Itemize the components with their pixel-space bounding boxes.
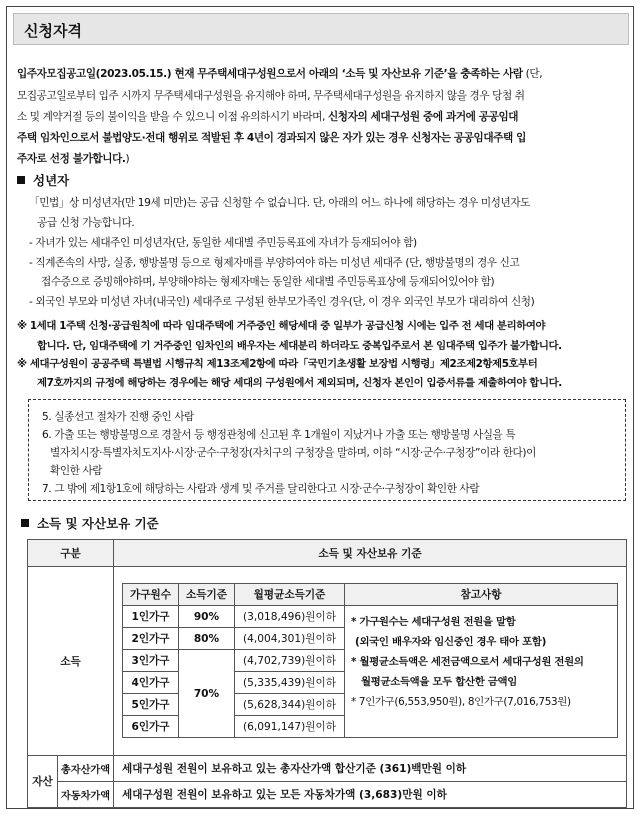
dashed-line: 7. 그 밖에 제1항1호에 해당하는 사람과 생계 및 주거를 달리한다고 시장·군수·구청장이 확인한 사람: [42, 483, 480, 495]
minor-line: 「민법」상 미성년자(만 19세 미만)는 공급 신청할 수 없습니다. 단, 아래의 어느 하나에 해당하는 경우 미성년자도: [29, 197, 531, 209]
intro-bold-5: 주자로 선정 불가합니다.: [17, 153, 126, 165]
amount-cell: (4,702,739)원이하: [235, 650, 345, 672]
minor-line: - 자녀가 있는 세대주인 미성년자(단, 동일한 세대별 주민등록표에 자녀가 등재되어야 함): [29, 237, 417, 249]
income-cell: [114, 567, 627, 756]
remark-line: * 가구원수는 세대구성원 전원을 말함: [351, 616, 516, 628]
inner-header: 소득기준: [179, 584, 235, 606]
remark-line: * 월평균소득액은 세전금액으로서 세대구성원 전원의: [351, 656, 584, 668]
amount-cell: (5,628,344)원이하: [235, 694, 345, 716]
amount-cell: (5,335,439)원이하: [235, 672, 345, 694]
members-cell: 4인가구: [123, 672, 179, 694]
minor-line: 접수증으로 증빙해야하며, 부양해야하는 형제자매는 동일한 세대별 주민등록표상에 등재되어있어야 함): [41, 276, 495, 288]
dashed-line: 5. 실종선고 절차가 진행 중인 사람: [42, 411, 194, 423]
minor-heading: [17, 171, 69, 189]
asset-desc-cell: 세대구성원 전원이 보유하고 있는 총자산가액 합산기준 (361)백만원 이하: [114, 756, 627, 782]
ratio-cell: 80%: [179, 628, 235, 650]
income-table: [122, 583, 618, 738]
members-cell: 3인가구: [123, 650, 179, 672]
intro-plain-3: 소 및 계약거절 등의 불이익을 받을 수 있으니 이점 유의하시기 바라며,: [17, 111, 328, 123]
note-line: ※ 세대구성원이 공공주택 특별법 시행규칙 제13조제2항에 따라「국민기초생활 보장법 시행령」제2조제2항제5호부터: [17, 358, 538, 370]
table-row: [123, 606, 618, 628]
criteria-table: [27, 539, 627, 808]
col-header-criteria: 소득 및 자산보유 기준: [114, 540, 627, 567]
income-label: 소득: [28, 567, 114, 756]
table-row: [28, 756, 627, 782]
square-bullet-icon: [21, 519, 29, 527]
col-header-category: 구분: [28, 540, 114, 567]
intro-line-1: [17, 64, 542, 84]
ratio-cell: 70%: [179, 650, 235, 738]
minor-line: - 외국인 부모와 미성년 자녀(내국인) 세대주로 구성된 한부모가족인 경우(단, 이 경우 외국인 부모가 대리하여 신청): [29, 296, 535, 308]
amount-cell: (4,004,301)원이하: [235, 628, 345, 650]
intro-plain-1: (단,: [522, 68, 543, 80]
remarks-cell: [345, 606, 618, 738]
asset-name-cell: 자동차가액: [58, 782, 114, 808]
section-title: 신청자격: [24, 22, 82, 40]
note-line: 제7호까지의 규정에 해당하는 경우에는 해당 세대의 구성원에서 제외되며, 신청자 본인이 입증서류를 제출하여야 합니다.: [37, 377, 562, 389]
dashed-note-box: [28, 399, 626, 501]
inner-header: 가구원수: [123, 584, 179, 606]
intro-line-4: 주택 임차인으로서 불법양도·전대 행위로 적발된 후 4년이 경과되지 않은 자가 있는 경우 신청자는 공공임대주택 입: [17, 132, 526, 144]
intro-line-5: [17, 149, 129, 169]
remark-line: * 7인가구(6,553,950원), 8인가구(7,016,753원): [351, 696, 571, 708]
ratio-cell: 90%: [179, 606, 235, 628]
minor-line: - 직계존속의 사망, 실종, 행방불명 등으로 형제자매를 부양하여야 하는 미성년 세대주 (단, 행방불명의 경우 신고: [29, 257, 520, 269]
minor-line: 공급 신청 가능합니다.: [37, 217, 135, 229]
asset-desc-cell: 세대구성원 전원이 보유하고 있는 모든 자동차가액 (3,683)만원 이하: [114, 782, 627, 808]
section-title-box: [13, 13, 629, 45]
inner-header: 월평균소득기준: [235, 584, 345, 606]
members-cell: 5인가구: [123, 694, 179, 716]
members-cell: 1인가구: [123, 606, 179, 628]
remark-line: (외국인 배우자와 임신중인 경우 태아 포함): [355, 636, 547, 648]
note-line: 합니다. 단, 임대주택에 기 거주중인 임차인의 배우자는 세대분리 하더라도 중복입주로서 본 임대주택 입주가 불가합니다.: [37, 340, 562, 352]
criteria-heading: [21, 514, 159, 532]
intro-plain-5: ): [125, 153, 130, 165]
document-page: [6, 6, 634, 809]
members-cell: 6인가구: [123, 716, 179, 738]
dashed-line: 확인한 사람: [50, 465, 103, 477]
intro-bold-3: 신청자의 세대구성원 중에 과거에 공공임대: [327, 111, 519, 123]
remark-line: 월평균소득액을 모두 합산한 금액임: [361, 676, 518, 688]
amount-cell: (3,018,496)원이하: [235, 606, 345, 628]
note-line: ※ 1세대 1주택 신청·공급원칙에 따라 임대주택에 거주중인 해당세대 중 일부가 공급신청 시에는 입주 전 세대 분리하여야: [17, 320, 546, 332]
inner-header: 참고사항: [345, 584, 618, 606]
amount-cell: (6,091,147)원이하: [235, 716, 345, 738]
minor-heading-text: 성년자: [33, 173, 70, 188]
table-row: [28, 782, 627, 808]
criteria-heading-text: 소득 및 자산보유 기준: [37, 516, 159, 531]
dashed-line: 별자치시장·특별자치도지사·시장·군수·구청장(자치구의 구청장을 말하며, 이하 “시장·군수·구청장”이라 한다)이: [50, 447, 536, 459]
intro-line-3: [17, 107, 518, 127]
asset-name-cell: 총자산가액: [58, 756, 114, 782]
square-bullet-icon: [17, 176, 25, 184]
intro-line-2: 모집공고일로부터 입주 시까지 무주택세대구성원을 유지해야 하며, 무주택세대구성원을 유지하지 않을 경우 당첨 취: [17, 90, 525, 102]
members-cell: 2인가구: [123, 628, 179, 650]
intro-bold-1: 입주자모집공고일(2023.05.15.) 현재 무주택세대구성원으로서 아래의 ‘소득 및 자산보유 기준’을 충족하는 사람: [17, 68, 523, 80]
dashed-line: 6. 가출 또는 행방불명으로 경찰서 등 행정관청에 신고된 후 1개월이 지났거나 가출 또는 행방불명 사실을 특: [42, 429, 516, 441]
asset-label: 자산: [28, 756, 58, 808]
